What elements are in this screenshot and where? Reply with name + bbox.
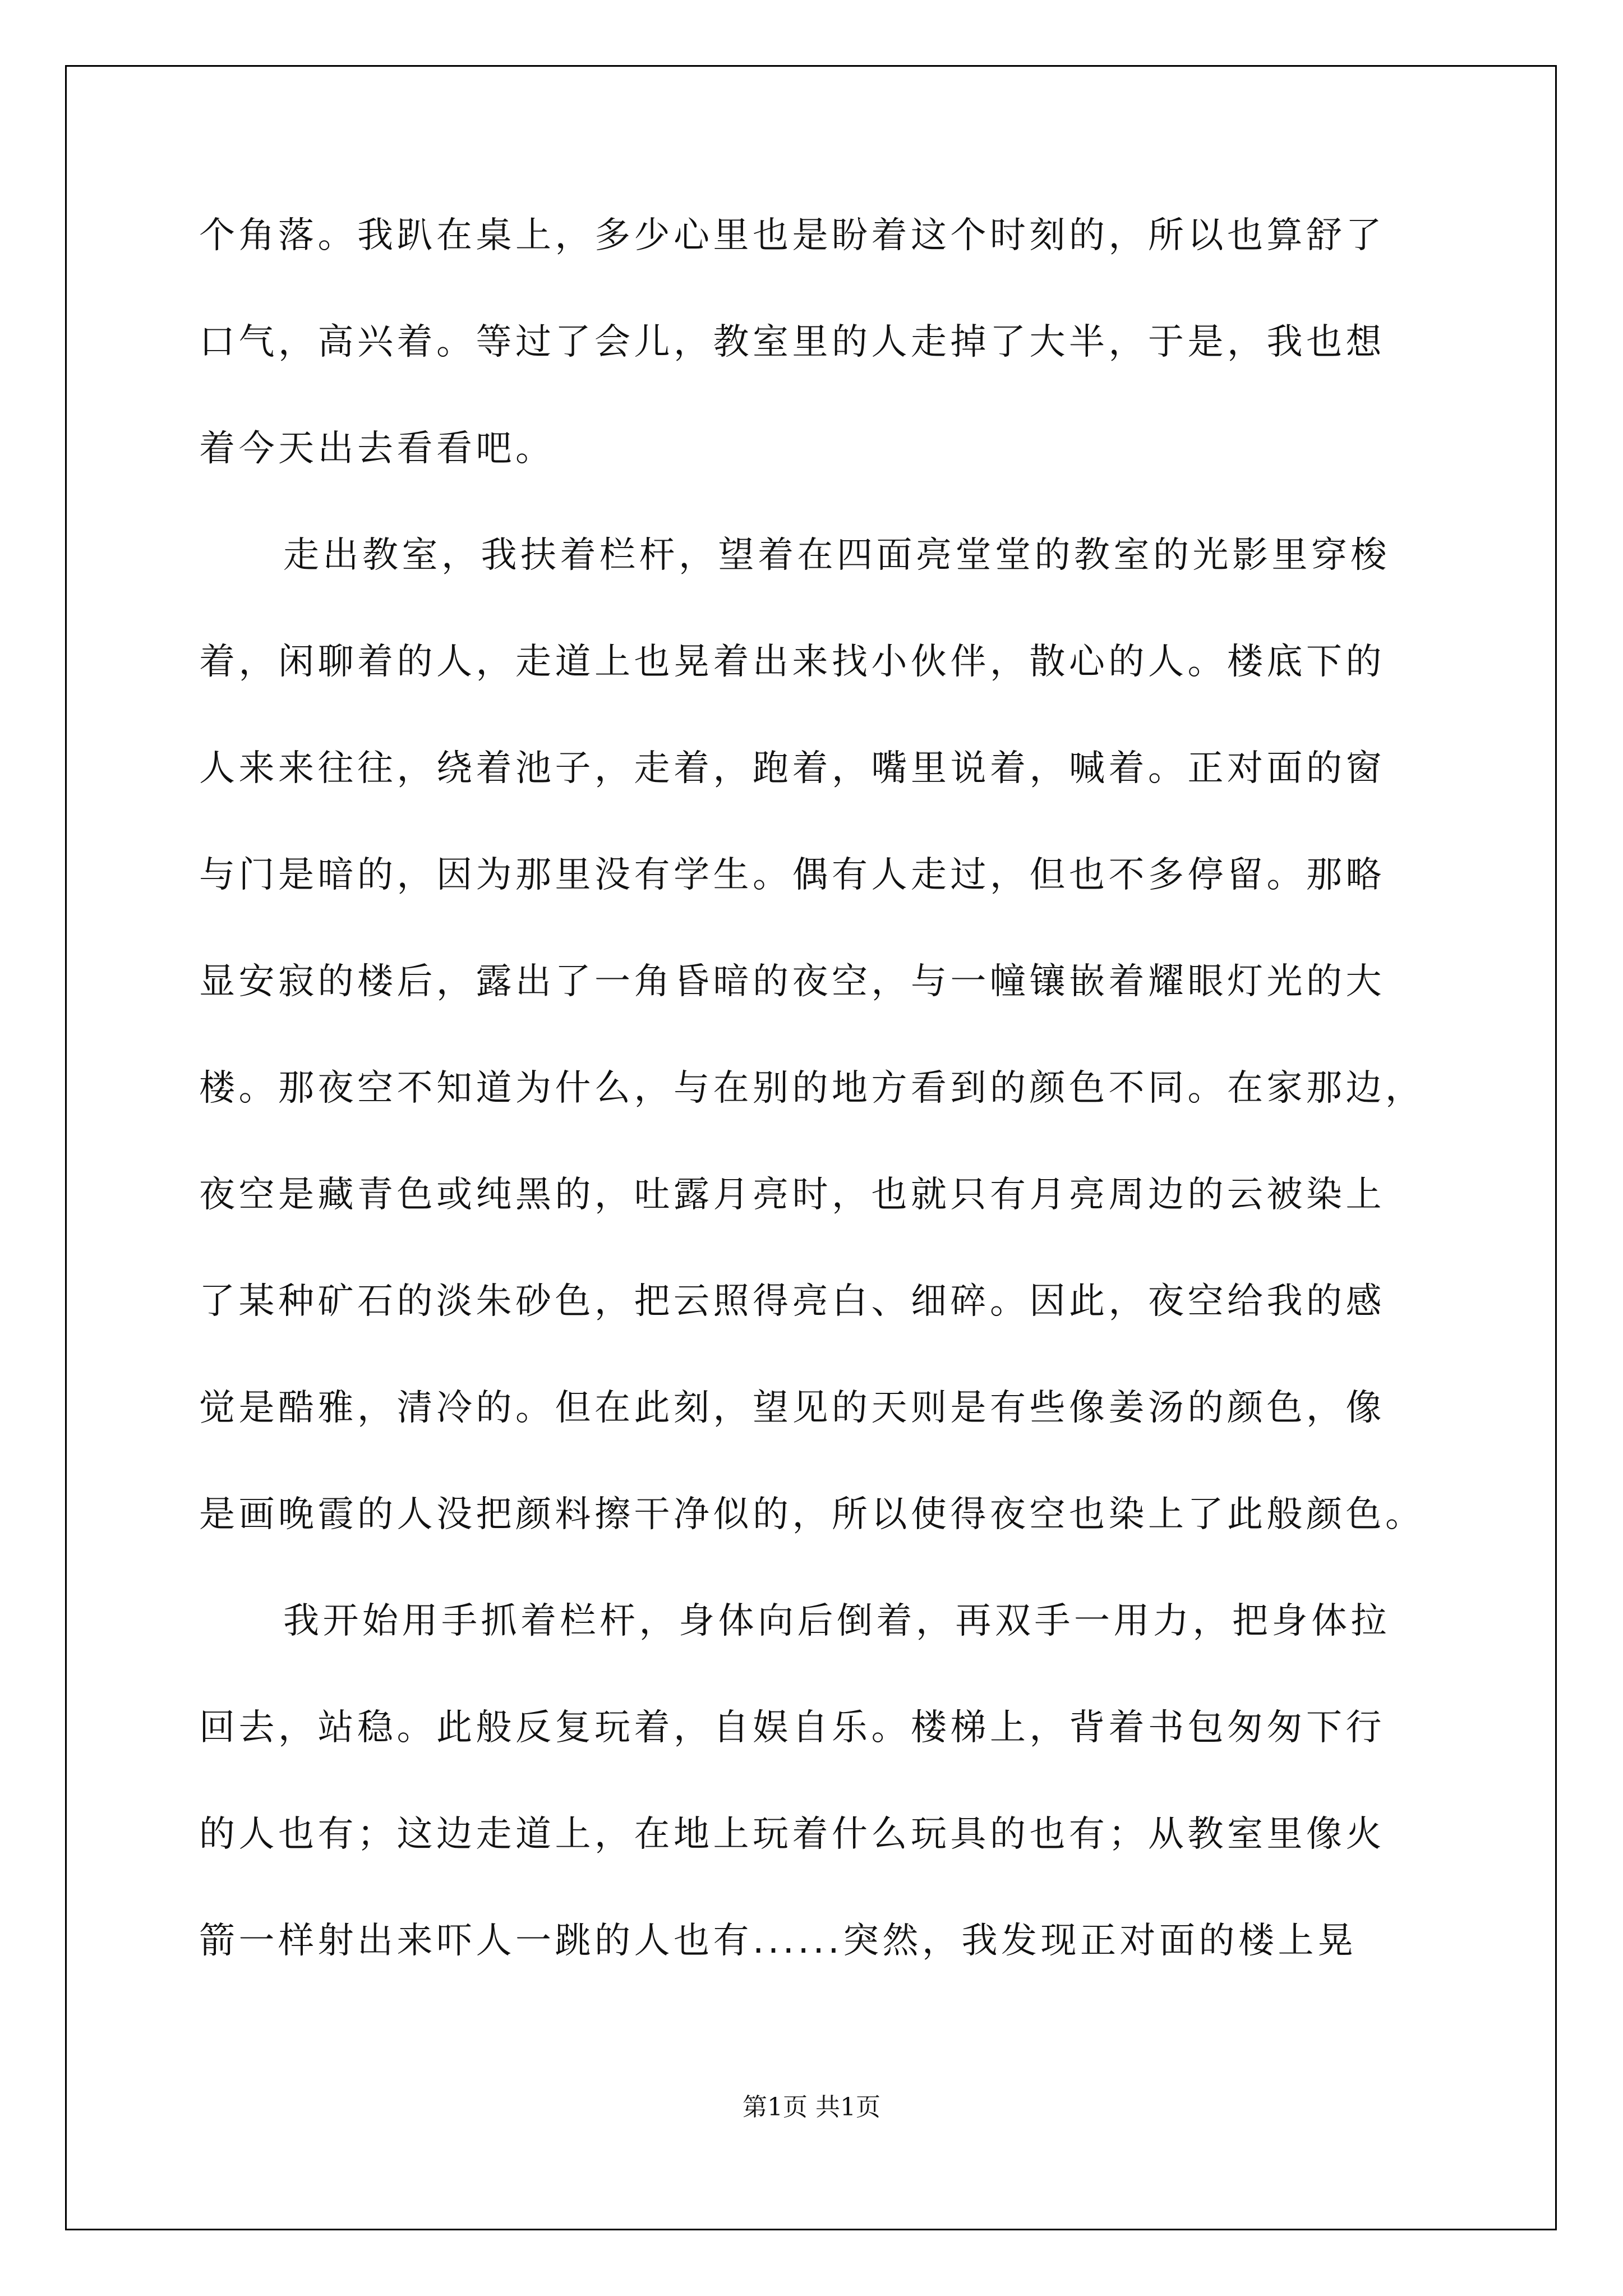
text-line: 了某种矿石的淡朱砂色，把云照得亮白、细碎。因此，夜空给我的感 (199, 1281, 1385, 1322)
text-line: 箭一样射出来吓人一跳的人也有......突然，我发现正对面的楼上晃 (199, 1920, 1357, 1962)
text-line: 人来来往往，绕着池子，走着，跑着，嘴里说着，喊着。正对面的窗 (199, 748, 1385, 789)
paragraph-start-line: 我开始用手抓着栏杆，身体向后倒着，再双手一用力，把身体拉 (283, 1600, 1390, 1642)
text-line: 楼。那夜空不知道为什么，与在别的地方看到的颜色不同。在家那边， (199, 1068, 1425, 1109)
text-line: 觉是酷雅，清冷的。但在此刻，望见的天则是有些像姜汤的颜色，像 (199, 1387, 1385, 1429)
text-line: 与门是暗的，因为那里没有学生。偶有人走过，但也不多停留。那略 (199, 854, 1385, 896)
document-body (199, 208, 1433, 2019)
text-line: 着今天出去看看吧。 (199, 428, 555, 470)
text-line: 着，闲聊着的人，走道上也晃着出来找小伙伴，散心的人。楼底下的 (199, 641, 1385, 683)
text-line: 回去，站稳。此般反复玩着，自娱自乐。楼梯上，背着书包匆匆下行 (199, 1707, 1385, 1749)
text-line: 是画晚霞的人没把颜料擦干净似的，所以使得夜空也染上了此般颜色。 (199, 1494, 1425, 1535)
text-line: 个角落。我趴在桌上，多少心里也是盼着这个时刻的，所以也算舒了 (199, 215, 1385, 256)
text-line: 的人也有；这边走道上，在地上玩着什么玩具的也有；从教室里像火 (199, 1814, 1385, 1855)
paragraph-start-line: 走出教室，我扶着栏杆，望着在四面亮堂堂的教室的光影里穿梭 (283, 535, 1390, 576)
text-line: 夜空是藏青色或纯黑的，吐露月亮时，也就只有月亮周边的云被染上 (199, 1174, 1385, 1216)
text-line: 口气，高兴着。等过了会儿，教室里的人走掉了大半，于是，我也想 (199, 321, 1385, 363)
page-number-footer: 第1页 共1页 (743, 2093, 880, 2122)
text-line: 显安寂的楼后，露出了一角昏暗的夜空，与一幢镶嵌着耀眼灯光的大 (199, 961, 1385, 1002)
